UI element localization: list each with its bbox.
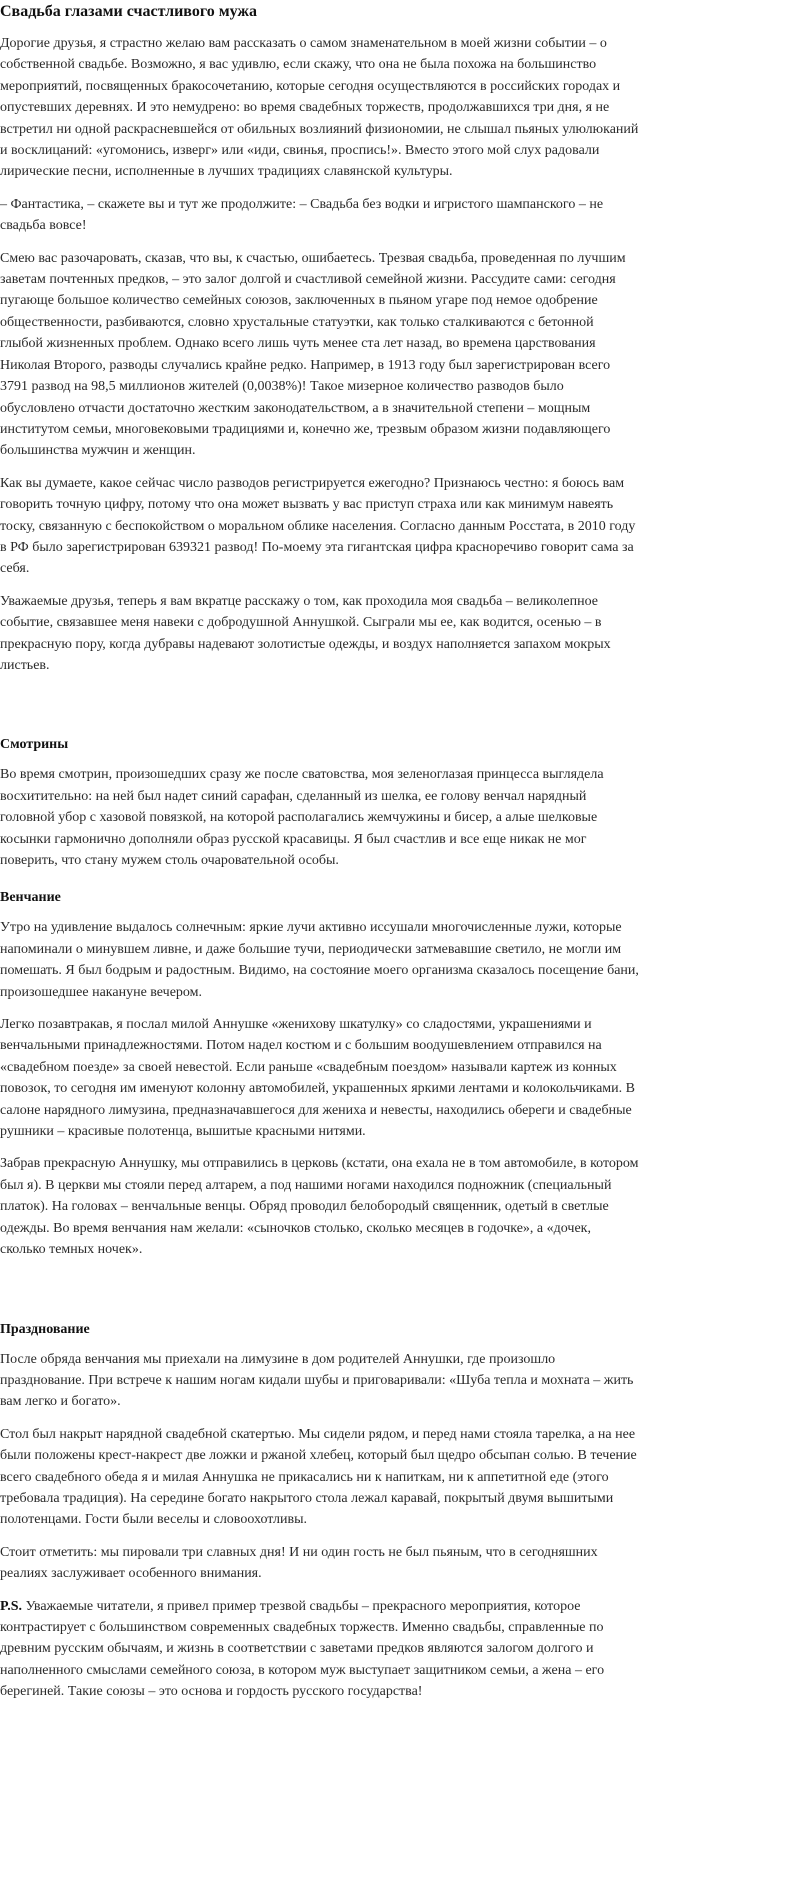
ps-paragraph [0, 1596, 640, 1703]
ps-text: Уважаемые читатели, я привел пример трезвой свадьбы – прекрасного мероприятия, которое контрастирует с большинством современных свадебных торжеств. Именно свадьбы, справленные по древним русским обычаям, и жизнь в соответствии с заветами предков являются залогом долгого и наполненного смыслами семейного союза, в котором муж выступает защитником семьи, а жена – его берегиней. Такие союзы – это основа и гордость русского государства! [0, 1598, 605, 1700]
section-heading-smotriny: Смотрины [0, 737, 69, 753]
intro-paragraph-4: Как вы думаете, какое сейчас число разводов регистрируется ежегодно? Признаюсь честно: я боюсь вам говорить точную цифру, потому что она может вызвать у вас приступ страха или как минимум навеять тоску, связанную с беспокойством о моральном облике населения. Согласно данным Росстата, в 2010 году в РФ было зарегистрирован 639321 развод! По-моему эта гигантская цифра красноречиво говорит сама за себя. [0, 475, 636, 577]
section-heading-venchanie: Венчание [0, 890, 61, 906]
venchanie-paragraph-2: Легко позавтракав, я послал милой Аннушке «женихову шкатулку» со сладостями, украшениями и венчальными принадлежностями. Потом надел костюм и с большим воодушевлением отправился на «свадебном поезде» за своей невестой. Если раньше «свадебным поездом» называли картеж из конных повозок, то сегодня им именуют колонну автомобилей, украшенных яркими лентами и колокольчиками. В салоне нарядного лимузина, предназначавшегося для жениха и невесты, находились обереги и свадебные рушники – красивые полотенца, вышитые красными нитями. [0, 1017, 635, 1140]
smotriny-paragraph-1: Во время смотрин, произошедших сразу же после сватовства, моя зеленоглазая принцесса выглядела восхитительно: на ней был надет синий сарафан, сделанный из шелка, ее голову венчал нарядный головной убор с хазовой повязкой, на которой располагались жемчужины и бисер, а алые шелковые косынки гармонично дополняли образ русской красавицы. Я был счастлив и все еще никак не мог поверить, что стану мужем столь очаровательной особы. [0, 767, 604, 868]
intro-paragraph-3: Смею вас разочаровать, сказав, что вы, к счастью, ошибаетесь. Трезвая свадьба, проведенная по лучшим заветам почтенных предков, – это залог долгой и счастливой семейной жизни. Рассудите сами: сегодня пугающе большое количество семейных союзов, заключенных в пьяном угаре под немое одобрение общественности, разбиваются, словно хрустальные статуэтки, как только сталкиваются с бетонной глыбой жизненных проблем. Однако всего лишь чуть менее ста лет назад, во времена царствования Николая Второго, разводы случались крайне редко. Например, в 1913 году был зарегистрирован всего 3791 развод на 98,5 миллионов жителей (0,0038%)! Такое мизерное количество разводов было обусловлено отчасти достаточно жестким законодательством, а в значительной степени – мощным институтом семьи, многовековыми традициями и, конечно же, трезвым образом жизни подавляющего большинства мужчин и женщин. [0, 250, 626, 459]
ps-label: P.S. [0, 1598, 23, 1614]
prazdnovanie-paragraph-2: Стол был накрыт нарядной свадебной скатертью. Мы сидели рядом, и перед нами стояла тарелка, а на нее были положены крест-накрест две ложки и ржаной хлебец, который был щедро обсыпан солью. В течение всего свадебного обеда я и милая Аннушка не прикасались ни к напиткам, ни к аппетитной еде (этого требовала традиция). На середине богато накрытого стола лежал каравай, покрытый двумя вышитыми полотенцами. Гости были веселы и словоохотливы. [0, 1426, 637, 1528]
prazdnovanie-paragraph-3: Стоит отметить: мы пировали три славных дня! И ни один гость не был пьяным, что в сегодняшних реалиях заслуживает особенного внимания. [0, 1544, 598, 1582]
intro-paragraph-2: – Фантастика, – скажете вы и тут же продолжите: – Свадьба без водки и игристого шампанского – не свадьба вовсе! [0, 196, 604, 234]
section-heading-prazdnovanie: Празднование [0, 1321, 90, 1337]
article-title: Свадьба глазами счастливого мужа [0, 3, 257, 20]
prazdnovanie-paragraph-1: После обряда венчания мы приехали на лимузине в дом родителей Аннушки, где произошло празднование. При встрече к нашим ногам кидали шубы и приговаривали: «Шуба тепла и мохната – жить вам легко и богато». [0, 1351, 634, 1410]
venchanie-paragraph-3: Забрав прекрасную Аннушку, мы отправились в церковь (кстати, она ехала не в том автомобиле, в котором был я). В церкви мы стояли перед алтарем, а под нашими ногами находился подножник (специальный платок). На головах – венчальные венцы. Обряд проводил белобородый священник, одетый в светлые одежды. Во время венчания нам желали: «сыночков столько, сколько месяцев в годочке», а «дочек, сколько темных ночек». [0, 1156, 639, 1258]
intro-paragraph-5: Уважаемые друзья, теперь я вам вкратце расскажу о том, как проходила моя свадьба – великолепное событие, связавшее меня навеки с добродушной Аннушкой. Сыграли мы ее, как водится, осенью – в прекрасную пору, когда дубравы надевают золотистые одежды, и воздух наполняется запахом мокрых листьев. [0, 593, 611, 673]
venchanie-paragraph-1: Утро на удивление выдалось солнечным: яркие лучи активно иссушали многочисленные лужи, которые напоминали о минувшем ливне, и даже большие тучи, периодически затмевавшие светило, не могли им помешать. Я был бодрым и радостным. Видимо, на состояние моего организма сказалось посещение бани, произошедшее накануне вечером. [0, 920, 639, 1000]
intro-paragraph-1: Дорогие друзья, я страстно желаю вам рассказать о самом знаменательном в моей жизни событии – о собственной свадьбе. Возможно, я вас удивлю, если скажу, что она не была похожа на большинство мероприятий, посвященных бракосочетанию, которые сегодня осуществляются в российских городах и опустевших деревнях. И это немудрено: во время свадебных торжеств, продолжавшихся три дня, я не встретил ни одной раскрасневшейся от обильных возлияний физиономии, не слышал пьяных улюлюканий и восклицаний: «угомонись, изверг» или «иди, свинья, проспись!». Вместо этого мой слух радовали лирические песни, исполненные в лучших традициях славянской культуры. [0, 36, 639, 180]
